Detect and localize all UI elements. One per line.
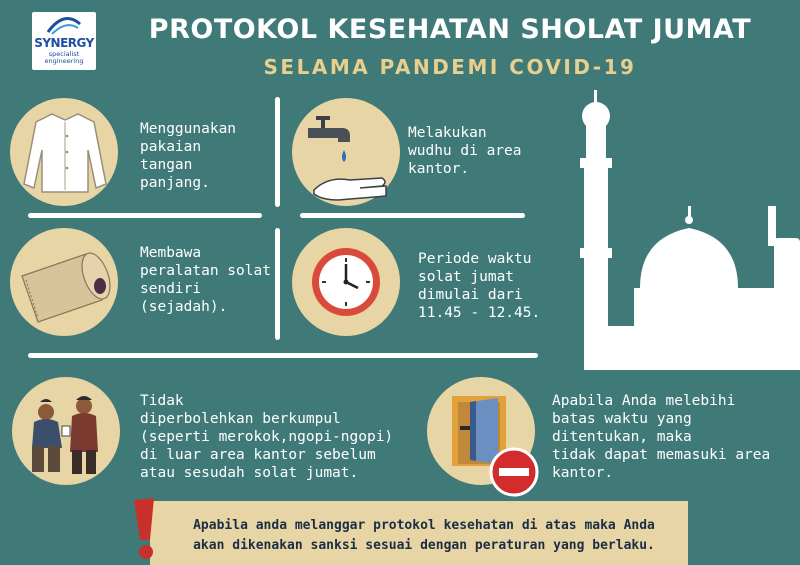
item-gathering-text: Tidak diperbolehkan berkumpul (seperti merokok,ngopi-ngopi) di luar area kantor sebelum atau sesudah solat jumat.: [140, 393, 394, 481]
page-subtitle: SELAMA PANDEMI COVID-19: [263, 55, 637, 79]
logo-wordmark: SYNERGY: [34, 36, 94, 50]
notice-text: Apabila anda melanggar protokol kesehatan di atas maka Anda akan dikenakan sanksi sesuai dengan peraturan yang berlaku.: [193, 518, 655, 553]
divider-vertical-middle: [275, 228, 280, 340]
company-logo: [32, 12, 96, 70]
door-no-entry-icon: [440, 388, 540, 498]
faucet-hand-icon: [298, 112, 398, 208]
divider-horizontal-left: [28, 213, 262, 218]
divider-horizontal-full: [28, 353, 538, 358]
mosque-silhouette-icon: [560, 88, 800, 370]
item-mat-text: Membawa peralatan solat sendiri (sejadah).: [140, 245, 271, 315]
divider-vertical-top: [275, 97, 280, 207]
item-shirt-text: Menggunakan pakaian tangan panjang.: [140, 121, 237, 191]
exclamation-icon: [128, 496, 164, 562]
item-clock-text: Periode waktu solat jumat dimulai dari 11.45 - 12.45.: [418, 251, 541, 321]
logo-swoosh-icon: [46, 14, 82, 36]
item-faucet-text: Melakukan wudhu di area kantor.: [408, 125, 522, 177]
divider-horizontal-right: [300, 213, 525, 218]
clock-icon: [306, 242, 386, 322]
prayer-mat-icon: [16, 240, 114, 326]
people-gathering-icon: [22, 386, 112, 478]
logo-tagline: specialist engineering: [44, 50, 84, 65]
item-door-text: Apabila Anda melebihi batas waktu yang ditentukan, maka tidak dapat memasuki area kantor.: [552, 393, 771, 481]
long-sleeve-shirt-icon: [22, 108, 108, 196]
page-title: PROTOKOL KESEHATAN SHOLAT JUMAT: [148, 14, 752, 45]
